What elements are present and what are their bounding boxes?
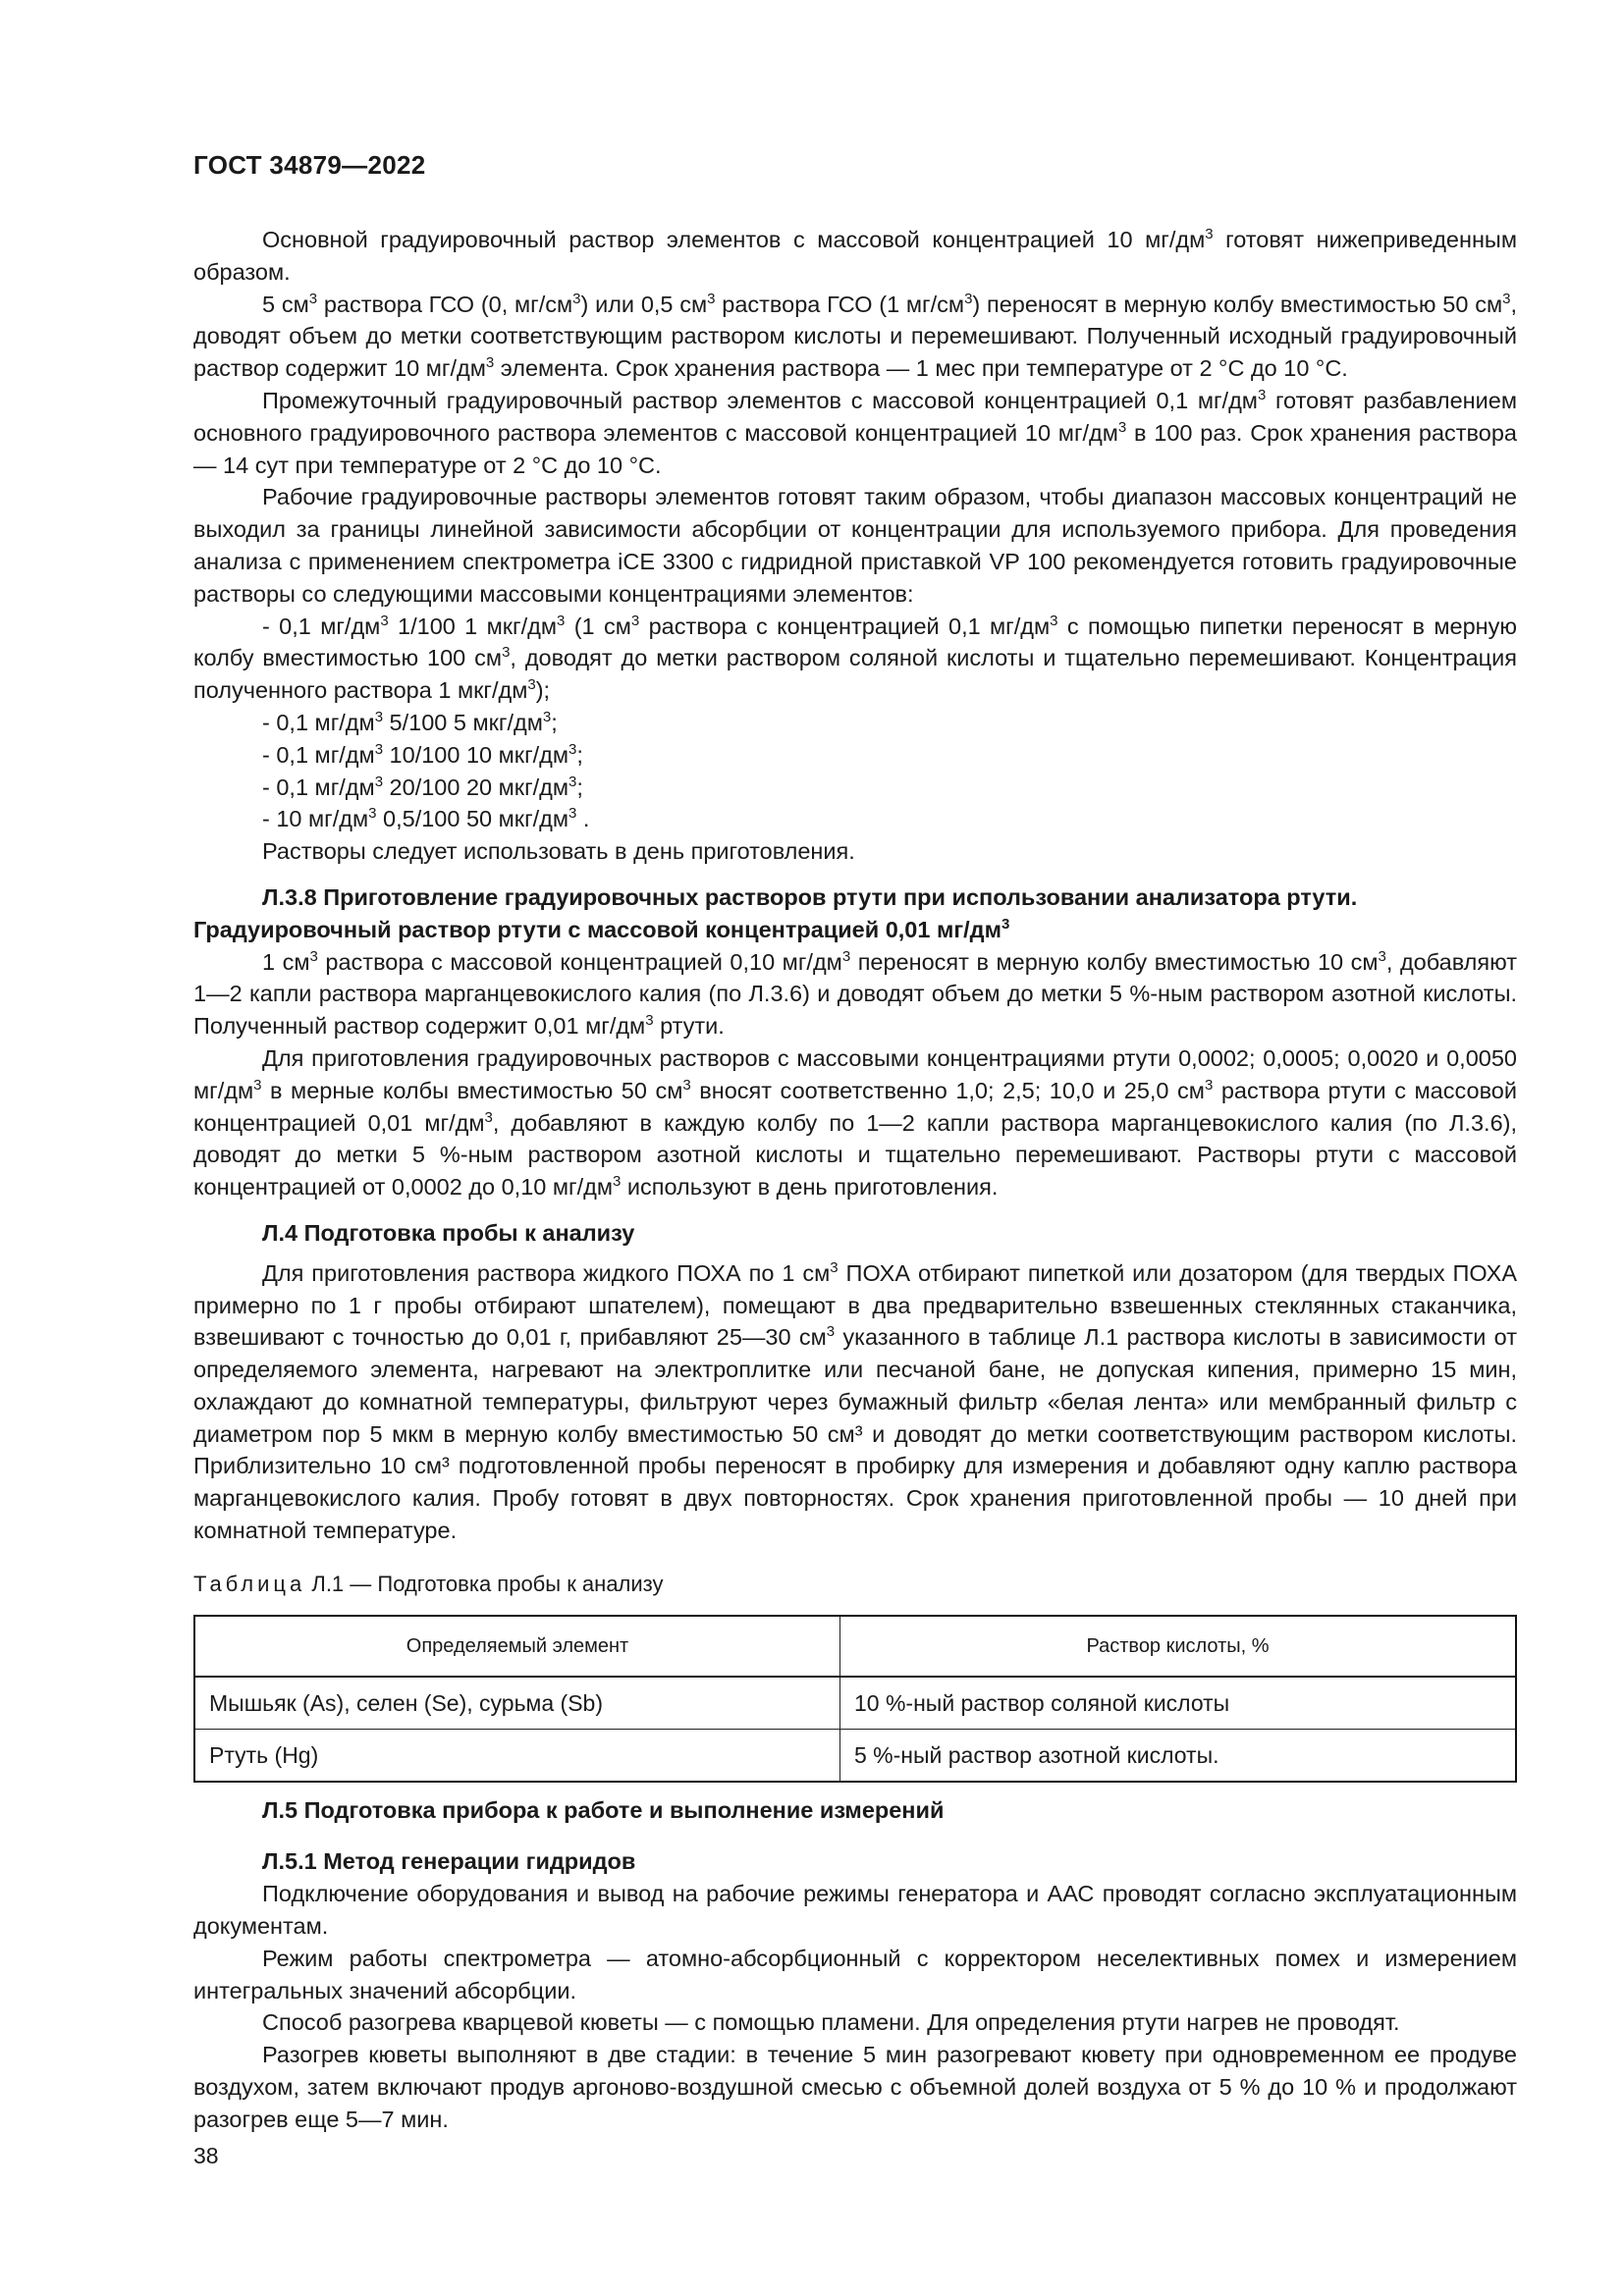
table-header-cell: Раствор кислоты, %: [840, 1616, 1517, 1677]
paragraph-main-solution: Основной градуировочный раствор элементов с массовой концентрацией 10 $мг/дм^3$ готовят нижеприведенным образом.: [193, 226, 1517, 285]
document-body: [193, 224, 1517, 2136]
sample-prep-table: [193, 1615, 1517, 1783]
list-item: - 0,1 $мг/дм^3$ 10/100 10 мкг/$дм^3$;: [262, 740, 583, 768]
list-item: - 10 $мг/дм^3$ 0,5/100 50 мкг/$дм^3$ .: [262, 805, 590, 832]
page-number: 38: [193, 2143, 219, 2168]
paragraph-equipment-connection: Подключение оборудования и вывод на рабочие режимы генератора и ААС проводят согласно эксплуатационным документам.: [193, 1881, 1517, 1940]
list-item: - 0,1 $мг/дм^3$ 1/100 1 мкг/$дм^3$ (1 $см^3$ раствора с концентрацией 0,1 $мг/дм^3$ с помощью пипетки переносят в мерную колбу вместимостью 100 $см^3$, доводят до метки раствором соляной кислоты и тщательно перемешивают. Концентрация полученного раствора 1 мкг/$дм^3$);: [193, 612, 1517, 704]
table-caption: Таблица Л.1 — Подготовка пробы к анализу: [193, 1571, 664, 1596]
table-cell: 5 %-ный раствор азотной кислоты.: [840, 1729, 1517, 1782]
table-header-row: [194, 1616, 1516, 1677]
paragraph-cuvette-heating-stages: Разогрев кюветы выполняют в две стадии: в течение 5 мин разогревают кювету при одновременном ее продуве воздухом, затем включают продув аргоново-воздушной смесью с объемной долей воздуха от 5 % до 10 % и продолжают разогрев еще 5—7 мин.: [193, 2042, 1517, 2132]
table-row: [194, 1677, 1516, 1730]
paragraph-mercury-transfer: 1 $см^3$ раствора с массовой концентрацией 0,10 $мг/дм^3$ переносят в мерную колбу вместимостью 10 $см^3$, добавляют 1—2 капли раствора марганцевокислого калия (по Л.3.6) и доводят объем до метки 5 %-ным раствором азотной кислоты. Полученный раствор содержит 0,01 $мг/дм^3$ ртути.: [193, 947, 1517, 1040]
paragraph-working-solutions: Рабочие градуировочные растворы элементов готовят таким образом, чтобы диапазон массовых концентраций не выходил за границы линейной зависимости абсорбции от концентрации для используемого прибора. Для проведения анализа с применением спектрометра iCE 3300 с гидридной приставкой VP 100 рекомендуется готовить градуировочные растворы со следующими массовыми концентрациями элементов:: [193, 484, 1517, 607]
paragraph-intermediate-solution: Промежуточный градуировочный раствор элементов с массовой концентрацией 0,1 $мг/дм^3$ готовят разбавлением основного градуировочного раствора элементов с массовой концентрацией 10 $мг/дм^3$ в 100 раз. Срок хранения раствора — 14 сут при температуре от 2 °С до 10 °С.: [193, 386, 1517, 478]
list-item: - 0,1 $мг/дм^3$ 20/100 20 мкг/$дм^3$;: [262, 773, 583, 800]
table-cell: Ртуть (Hg): [194, 1729, 840, 1782]
paragraph-sample-prep: Для приготовления раствора жидкого ПОХА по 1 $см^3$ ПОХА отбирают пипеткой или дозатором (для твердых ПОХА примерно по 1 г пробы отбирают шпателем), помещают в два предварительно взвешенных стеклянных стаканчика, взвешивают с точностью до 0,01 г, прибавляют 25—30 $см^3$ указанного в таблице Л.1 раствора кислоты в зависимости от определяемого элемента, нагревают на электроплитке или песчаной бане, не допуская кипения, примерно 15 мин, охлаждают до комнатной температуры, фильтруют через бумажный фильтр «белая лента» или мембранный фильтр с диаметром пор 5 мкм в мерную колбу вместимостью 50 см³ и доводят до метки соответствующим раствором кислоты. Приблизительно 10 см³ подготовленной пробы переносят в пробирку для измерения и добавляют одну каплю раствора марганцевокислого калия. Пробу готовят в двух повторностях. Срок хранения приготовленной пробы — 10 дней при комнатной температуре.: [193, 1258, 1517, 1544]
section-heading-l5: Л.5 Подготовка прибора к работе и выполнение измерений: [262, 1796, 945, 1823]
section-heading-l4: Л.4 Подготовка пробы к анализу: [262, 1219, 635, 1246]
section-heading-l38: Л.3.8 Приготовление градуировочных растворов ртути при использовании анализатора ртути.: [262, 883, 1358, 910]
table-header-cell: Определяемый элемент: [194, 1616, 840, 1677]
table-cell: Мышьяк (As), селен (Se), сурьма (Sb): [194, 1677, 840, 1730]
table-cell: 10 %-ный раствор соляной кислоты: [840, 1677, 1517, 1730]
paragraph-mercury-calibration: Для приготовления градуировочных растворов с массовыми концентрациями ртути 0,0002; 0,0005; 0,0020 и 0,0050 $мг/дм^3$ в мерные колбы вместимостью 50 $см^3$ вносят соответственно 1,0; 2,5; 10,0 и 25,0 $см^3$ раствора ртути с массовой концентрацией 0,01 $мг/дм^3$, добавляют в каждую колбу по 1—2 капли раствора марганцевокислого калия (по Л.3.6), доводят до метки 5 %-ным раствором азотной кислоты и тщательно перемешивают. Растворы ртути с массовой концентрацией от 0,0002 до 0,10 $мг/дм^3$ используют в день приготовления.: [193, 1044, 1517, 1201]
section-subheading-l38: Градуировочный раствор ртути с массовой концентрацией 0,01 $мг/дм^3$: [193, 915, 1010, 942]
paragraph-gso-transfer: 5 $см^3$ раствора ГСО (0, $мг/см^3$) или 0,5 $см^3$ раствора ГСО (1 $мг/см^3$) переносят в мерную колбу вместимостью 50 $см^3$, доводят объем до метки соответствующим раствором кислоты и перемешивают. Полученный исходный градуировочный раствор содержит 10 $мг/дм^3$ элемента. Срок хранения раствора — 1 мес при температуре от 2 °С до 10 °С.: [193, 290, 1517, 382]
paragraph-cuvette-heating-method: Способ разогрева кварцевой кюветы — с помощью пламени. Для определения ртути нагрев не проводят.: [262, 2009, 1400, 2036]
table-row: [194, 1729, 1516, 1782]
paragraph-use-same-day: Растворы следует использовать в день приготовления.: [262, 838, 855, 865]
section-heading-l51: Л.5.1 Метод генерации гидридов: [262, 1848, 636, 1875]
list-item: - 0,1 $мг/дм^3$ 5/100 5 мкг/$дм^3$;: [262, 708, 558, 735]
document-header: ГОСТ 34879—2022: [193, 150, 426, 180]
paragraph-spectrometer-mode: Режим работы спектрометра — атомно-абсорбционный с корректором неселективных помех и измерением интегральных значений абсорбции.: [193, 1945, 1517, 2003]
